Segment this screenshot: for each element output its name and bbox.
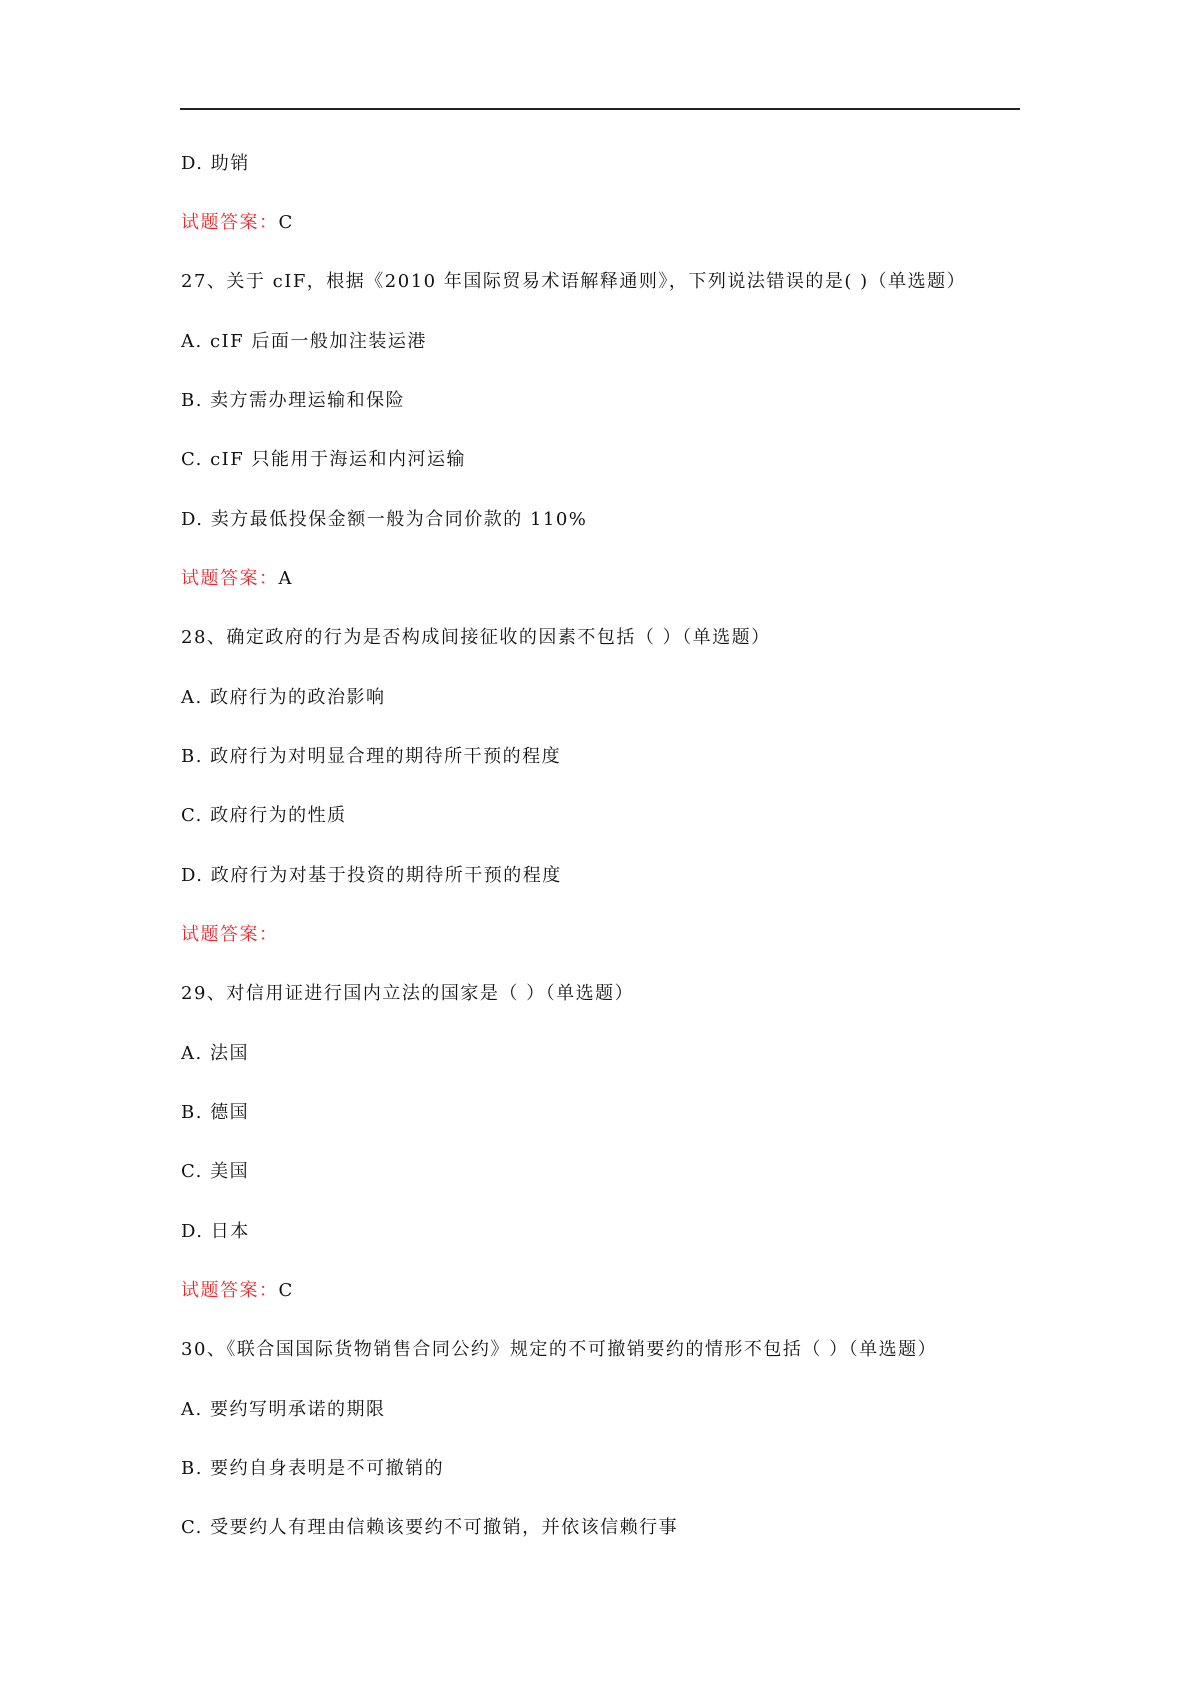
answer-value: C — [278, 1280, 294, 1301]
answer-label: 试题答案： — [181, 212, 279, 233]
answer-value: A — [278, 568, 293, 589]
question-28: 28、确定政府的行为是否构成间接征收的因素不包括（ ）（单选题） — [181, 627, 771, 648]
option-b-q29: B. 德国 — [181, 1102, 250, 1123]
option-c-q29: C. 美国 — [181, 1161, 250, 1182]
option-a-q28: A. 政府行为的政治影响 — [181, 687, 386, 708]
answer-value: C — [278, 212, 294, 233]
answer-q27 — [181, 567, 293, 591]
answer-label: 试题答案： — [181, 1280, 279, 1301]
option-c-q28: C. 政府行为的性质 — [181, 805, 347, 826]
question-29: 29、对信用证进行国内立法的国家是（ ）（单选题） — [181, 983, 635, 1004]
option-a-q30: A. 要约写明承诺的期限 — [181, 1399, 386, 1420]
option-d-q29: D. 日本 — [181, 1221, 250, 1242]
answer-label: 试题答案： — [181, 924, 279, 945]
option-d-q27: D. 卖方最低投保金额一般为合同价款的 110% — [181, 509, 588, 530]
answer-label: 试题答案： — [181, 568, 279, 589]
option-c-q30: C. 受要约人有理由信赖该要约不可撤销，并依该信赖行事 — [181, 1517, 679, 1538]
option-d-q26: D. 助销 — [181, 153, 250, 174]
option-b-q28: B. 政府行为对明显合理的期待所干预的程度 — [181, 746, 562, 767]
option-b-q30: B. 要约自身表明是不可撤销的 — [181, 1458, 445, 1479]
option-a-q29: A. 法国 — [181, 1043, 249, 1064]
header-rule — [180, 108, 1020, 110]
option-a-q27: A. cIF 后面一般加注装运港 — [181, 331, 427, 352]
question-27: 27、关于 cIF，根据《2010 年国际贸易术语解释通则》，下列说法错误的是( )（单选题） — [181, 271, 967, 292]
answer-q28 — [181, 923, 279, 947]
question-30: 30、《联合国国际货物销售合同公约》规定的不可撤销要约的情形不包括（ ）（单选题） — [181, 1339, 938, 1360]
answer-q29 — [181, 1279, 294, 1303]
option-c-q27: C. cIF 只能用于海运和内河运输 — [181, 449, 466, 470]
option-b-q27: B. 卖方需办理运输和保险 — [181, 390, 406, 411]
answer-q26 — [181, 211, 294, 235]
option-d-q28: D. 政府行为对基于投资的期待所干预的程度 — [181, 865, 562, 886]
